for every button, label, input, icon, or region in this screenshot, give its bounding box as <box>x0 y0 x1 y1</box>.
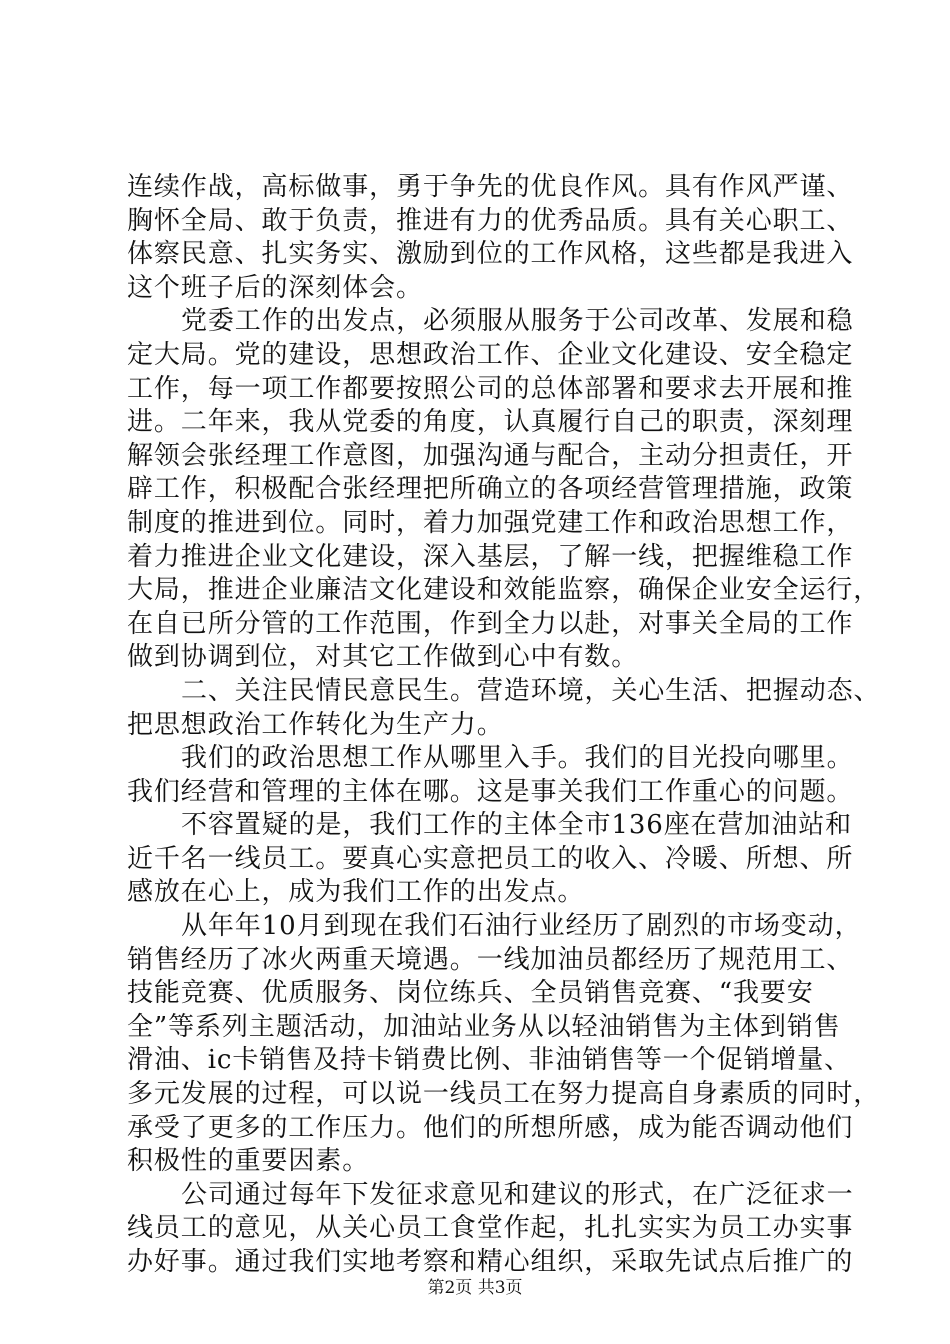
text-line: 体察民意、扎实务实、激励到位的工作风格，这些都是我进入 <box>127 239 854 270</box>
text-line: 近千名一线员工。要真心实意把员工的收入、冷暖、所想、所 <box>127 843 854 874</box>
text-line: 制度的推进到位。同时，着力加强党建工作和政治思想工作， <box>127 507 854 538</box>
text-line: 全”等系列主题活动，加油站业务从以轻油销售为主体到销售 <box>127 1011 841 1042</box>
text-line: 着力推进企业文化建设，深入基层，了解一线，把握维稳工作 <box>127 541 854 572</box>
text-line: 进。二年来，我从党委的角度，认真履行自己的职责，深刻理 <box>127 407 854 438</box>
text-line: 解领会张经理工作意图，加强沟通与配合，主动分担责任，开 <box>127 440 854 471</box>
text-line: 积极性的重要因素。 <box>127 1146 370 1177</box>
text-line: 销售经历了冰火两重天境遇。一线加油员都经历了规范用工、 <box>127 944 854 975</box>
text-line: 滑油、ic卡销售及持卡销费比例、非油销售等一个促销增量、 <box>127 1045 852 1076</box>
text-line: 不容置疑的是，我们工作的主体全市136座在营加油站和 <box>181 810 853 841</box>
text-line: 党委工作的出发点，必须服从服务于公司改革、发展和稳 <box>181 306 854 337</box>
text-line: 二、关注民情民意民生。营造环境，关心生活、把握动态、 <box>181 675 881 706</box>
text-line: 把思想政治工作转化为生产力。 <box>127 709 504 740</box>
text-line: 在自已所分管的工作范围，作到全力以赴，对事关全局的工作 <box>127 608 854 639</box>
text-line: 技能竞赛、优质服务、岗位练兵、全员销售竞赛、“我要安 <box>127 978 814 1009</box>
text-line: 定大局。党的建设，思想政治工作、企业文化建设、安全稳定 <box>127 339 854 370</box>
text-line: 承受了更多的工作压力。他们的所想所感，成为能否调动他们 <box>127 1112 854 1143</box>
text-line: 连续作战，高标做事，勇于争先的优良作风。具有作风严谨、 <box>127 172 854 202</box>
text-line: 胸怀全局、敢于负责，推进有力的优秀品质。具有关心职工、 <box>127 205 854 236</box>
text-line: 从年年10月到现在我们石油行业经历了剧烈的市场变动， <box>181 911 862 942</box>
text-line: 做到协调到位，对其它工作做到心中有数。 <box>127 642 639 673</box>
text-line: 我们经营和管理的主体在哪。这是事关我们工作重心的问题。 <box>127 776 854 807</box>
text-line: 我们的政治思想工作从哪里入手。我们的目光投向哪里。 <box>181 743 854 774</box>
page-number-label: 第2页 共3页 <box>427 1278 523 1298</box>
text-line: 大局，推进企业廉洁文化建设和效能监察，确保企业安全运行， <box>127 575 881 606</box>
text-line: 办好事。通过我们实地考察和精心组织，采取先试点后推广的 <box>127 1247 854 1277</box>
text-line: 辟工作，积极配合张经理把所确立的各项经营管理措施，政策 <box>127 474 854 505</box>
body-text <box>127 171 881 1280</box>
text-line: 公司通过每年下发征求意见和建议的形式，在广泛征求一 <box>181 1179 854 1210</box>
text-line: 感放在心上，成为我们工作的出发点。 <box>127 877 585 908</box>
text-line: 多元发展的过程，可以说一线员工在努力提高自身素质的同时， <box>127 1079 881 1110</box>
page-footer <box>0 1278 950 1298</box>
text-line: 这个班子后的深刻体会。 <box>127 272 423 303</box>
text-line: 工作，每一项工作都要按照公司的总体部署和要求去开展和推 <box>127 373 854 404</box>
text-line: 线员工的意见，从关心员工食堂作起，扎扎实实为员工办实事 <box>127 1213 854 1244</box>
